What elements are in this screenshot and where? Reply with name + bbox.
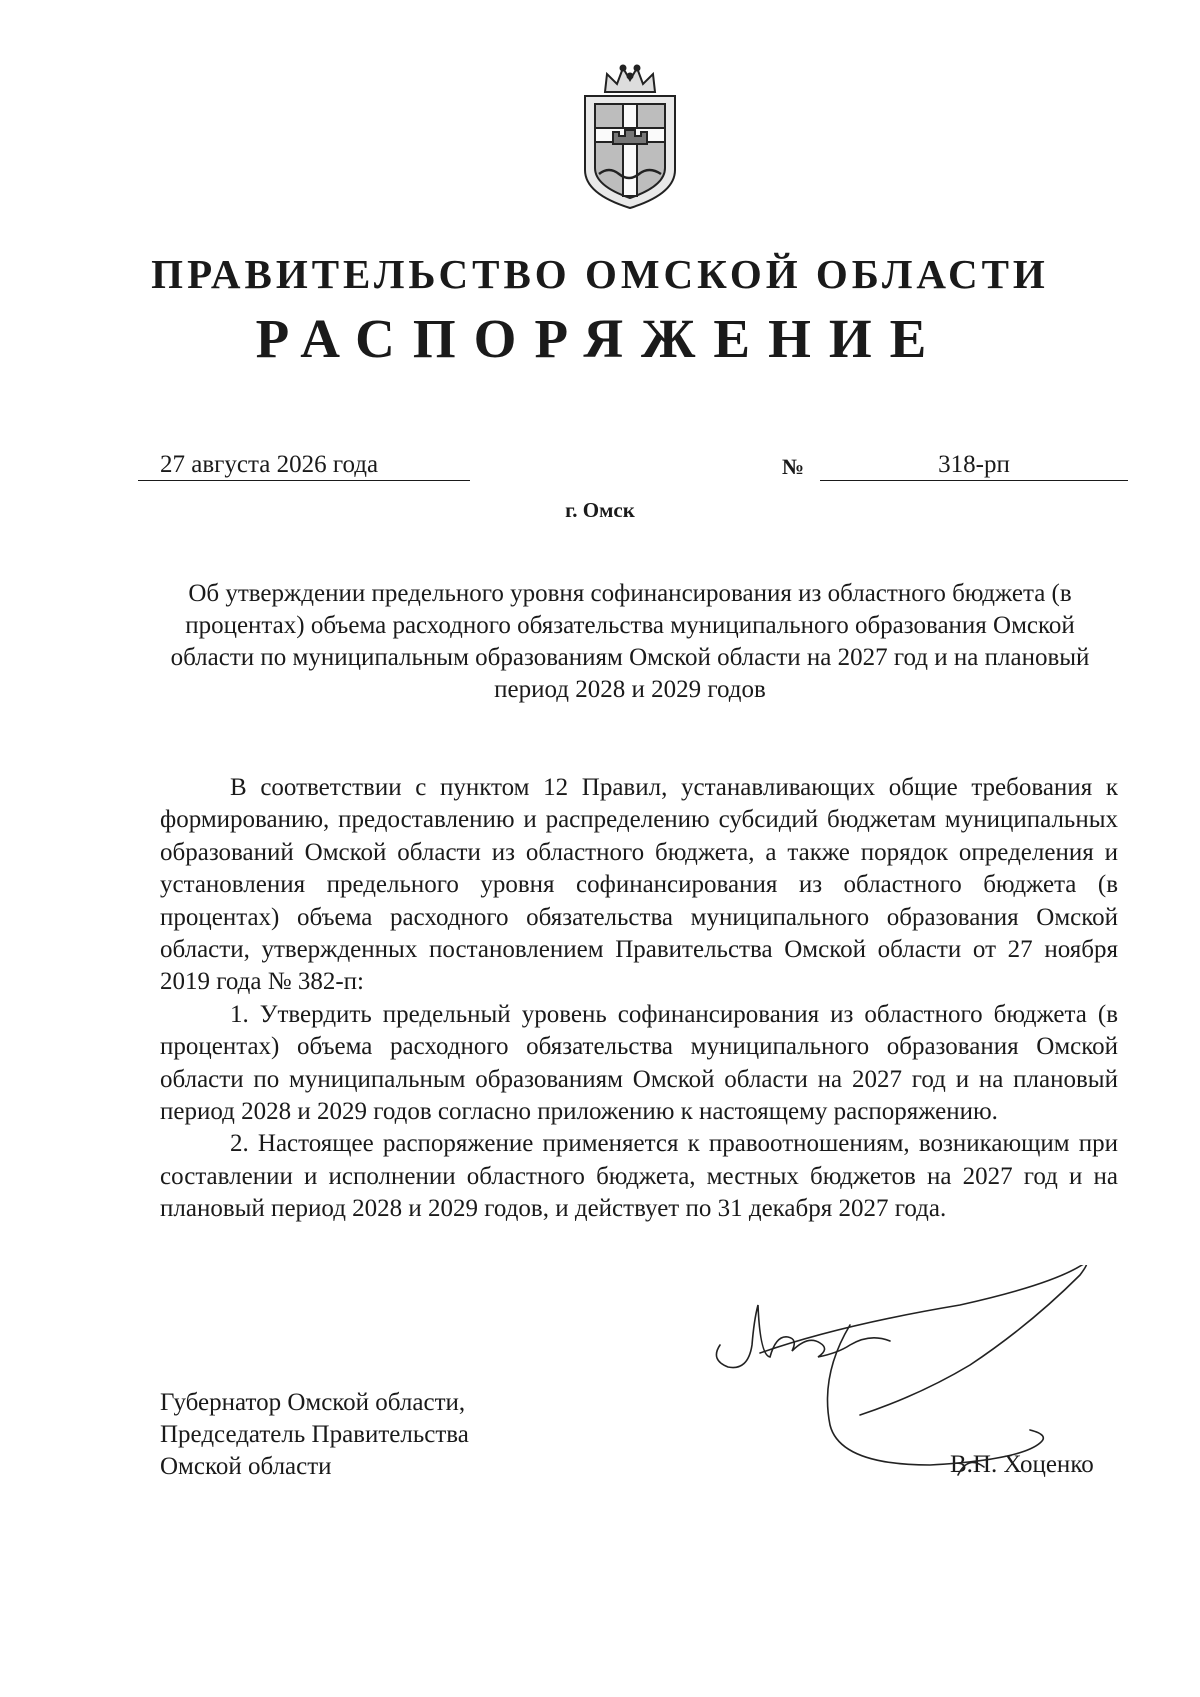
document-number: 318-рп [820,450,1128,481]
document-type: РАСПОРЯЖЕНИЕ [255,308,945,369]
government-title: ПРАВИТЕЛЬСТВО ОМСКОЙ ОБЛАСТИ [151,251,1049,297]
city: г. Омск [565,498,635,522]
number-sign: № [782,454,805,479]
signer-position-line: Омской области [160,1453,332,1480]
signer-position-line: Губернатор Омской области, [160,1389,466,1416]
preamble-paragraph: В соответствии с пунктом 12 Правил, устанавливающих общие требования к формированию, предоставлению и распределению субсидий бюджетам муниципальных образований Омской области из областного бюджета, а также порядок определения и установления предельного уровня софинансирования из областного бюджета (в процентах) объема расходного обязательства муниципального образования Омской области, утвержденных постановлением Правительства Омской области от 27 ноября 2019 года № 382-п: [160,774,1118,996]
document-date: 27 августа 2026 года [138,450,470,481]
signer-position [160,1387,469,1483]
document-subject: Об утверждении предельного уровня софинансирования из областного бюджета (в процентах) объема расходного обязательства муниципального образования Омской области по муниципальным образованиям Омской области на 2027 год и на плановый период 2028 и 2029 годов [170,580,1090,703]
signer-position-line: Председатель Правительства [160,1421,469,1448]
document-body [160,772,1118,1226]
item-1-paragraph: 1. Утвердить предельный уровень софинансирования из областного бюджета (в процентах) объема расходного обязательства муниципального образования Омской области по муниципальным образованиям Омской области на 2027 год и на плановый период 2028 и 2029 годов согласно приложению к настоящему распоряжению. [160,1000,1118,1126]
coat-of-arms-icon [575,62,685,212]
signature-icon [700,1265,1120,1535]
signer-name: В.П. Хоценко [950,1451,1094,1478]
item-2-paragraph: 2. Настоящее распоряжение применяется к правоотношениям, возникающим при составлении и исполнении областного бюджета, местных бюджетов на 2027 год и на плановый период 2028 и 2029 годов, и действует по 31 декабря 2027 года. [160,1130,1118,1223]
